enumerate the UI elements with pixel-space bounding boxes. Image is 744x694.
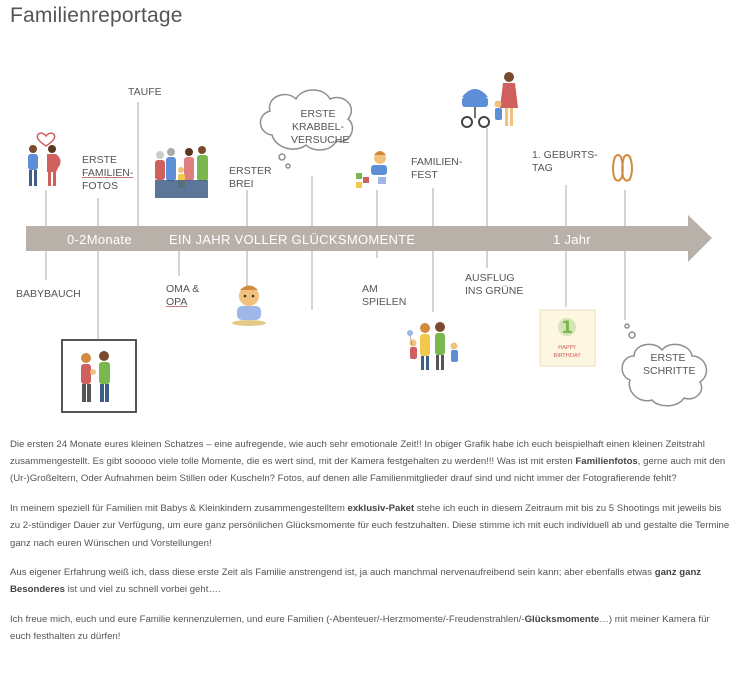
label-line: VERSUCHE [291, 134, 350, 146]
arrow-center-label: EIN JAHR VOLLER GLÜCKSMOMENTE [169, 232, 416, 247]
label-am-spielen [362, 283, 406, 309]
article-body [10, 436, 732, 658]
label-erste-krabbelversuche [291, 108, 350, 147]
label-line: INS GRÜNE [465, 285, 524, 297]
page-title: Familienreportage [10, 4, 183, 27]
label-line: FEST [411, 169, 438, 181]
label-line: BREI [229, 178, 254, 190]
crawling-baby-icon [356, 151, 387, 188]
label-line: SPIELEN [362, 296, 407, 308]
timeline-svg [0, 40, 744, 420]
label-line: 1. GEBURTS- [532, 149, 598, 161]
text-span: In meinem speziell für Familien mit Babys & Kleinkindern zusammengestelltem [10, 503, 348, 515]
birthday-line1: HAPPY [558, 345, 576, 351]
text-span: stehe ich euch in diesem Zeitraum mit bis zu 5 Shootings mit jeweils bis zu 2-stündiger Dauer zur Verfügung, um eure ganz persönlichen Glücksmomente für euch festzuhalten. Diese stimme ich mit euch individuell ab und gestalte die Termine ganz nach euren Wünschen und Vorstellungen! [10, 503, 730, 549]
label-line: OMA & [166, 283, 200, 295]
label-oma-opa [166, 283, 199, 309]
family-party-icon [407, 322, 458, 370]
text-span: ist und viel zu schnell vorbei geht…. [64, 584, 221, 596]
paragraph-2 [10, 500, 732, 552]
label-erster-brei [229, 165, 272, 191]
label-line: KRABBEL- [292, 121, 344, 133]
label-line: FOTOS [82, 180, 118, 192]
timeline-graphic [0, 40, 744, 420]
family-photo-frame-icon [62, 340, 136, 412]
pregnant-couple-icon [28, 133, 61, 186]
label-line: AUSFLUG [465, 272, 515, 284]
text-span: Die ersten 24 Monate eures kleinen Schatzes – eine aufregende, wie auch sehr emotionale Zeit!! In obiger Grafik habe ich euch beispielhaft einen kleinen Zeitstrahl zusammengestellt. Es gibt sooooo viele tolle Momente, die es wert sind, mit der Kamera festgehalten zu werden!!! Was ist mit ersten [10, 439, 705, 468]
birthday-card-icon [540, 310, 595, 366]
label-line: FAMILIEN- [82, 167, 134, 179]
label-erste-familienfotos [82, 154, 133, 193]
label-line: ERSTE [650, 352, 686, 364]
arrow-start-label: 0-2Monate [67, 232, 132, 247]
paragraph-1 [10, 436, 732, 488]
bold-exklusiv-paket: exklusiv-Paket [347, 503, 415, 515]
label-line: ERSTE [300, 108, 336, 120]
label-erste-schritte [643, 352, 696, 378]
label-line: FAMILIEN- [411, 156, 463, 168]
label-babybauch: BABYBAUCH [16, 288, 81, 300]
label-line: SCHRITTE [643, 365, 696, 377]
label-ausflug [465, 272, 523, 298]
text-span: , gerne auch mit den (Ur-)Großeltern, Oder Aufnahmen beim Stillen oder Kuscheln? Fotos, auf denen alle Familienmitglieder drauf sind und nicht immer der Fotografierende fehlt? [10, 456, 726, 485]
footprints-icon [613, 155, 632, 181]
paragraph-3 [10, 564, 732, 598]
label-line: AM [362, 283, 378, 295]
text-span: Aus eigener Erfahrung weiß ich, dass diese erste Zeit als Familie anstrengend ist, ja auch manchmal nervenaufreibend sein kann; aber ebenfalls etwas [10, 567, 655, 579]
bold-familienfotos: Familienfotos [575, 456, 638, 468]
text-span: …) mit meiner Kamera für euch festhalten zu dürfen! [10, 614, 710, 643]
label-geburtstag [532, 149, 598, 175]
stroller-mother-icon [462, 72, 518, 127]
text-span: Ich freue mich, euch und eure Familie kennenzulernen, und eure Familien (-Abenteuer/-Herzmomente/-Freudenstrahlen/- [10, 614, 525, 626]
paragraph-4 [10, 611, 732, 645]
birthday-line2: BIRTHDAY [553, 353, 581, 359]
label-line: ERSTER [229, 165, 272, 177]
bold-besonderes: ganz ganz Besonderes [10, 567, 702, 596]
arrow-end-label: 1 Jahr [553, 232, 591, 247]
bold-gluecksmomente: Glücksmomente [524, 614, 600, 626]
label-line: ERSTE [82, 154, 118, 166]
family-group-icon [155, 146, 208, 198]
label-line: OPA [166, 296, 188, 308]
label-familienfest [411, 156, 462, 182]
baby-eating-icon [232, 286, 266, 327]
label-line: TAG [532, 162, 553, 174]
birthday-number: 1 [561, 318, 573, 338]
label-taufe: TAUFE [128, 86, 162, 98]
